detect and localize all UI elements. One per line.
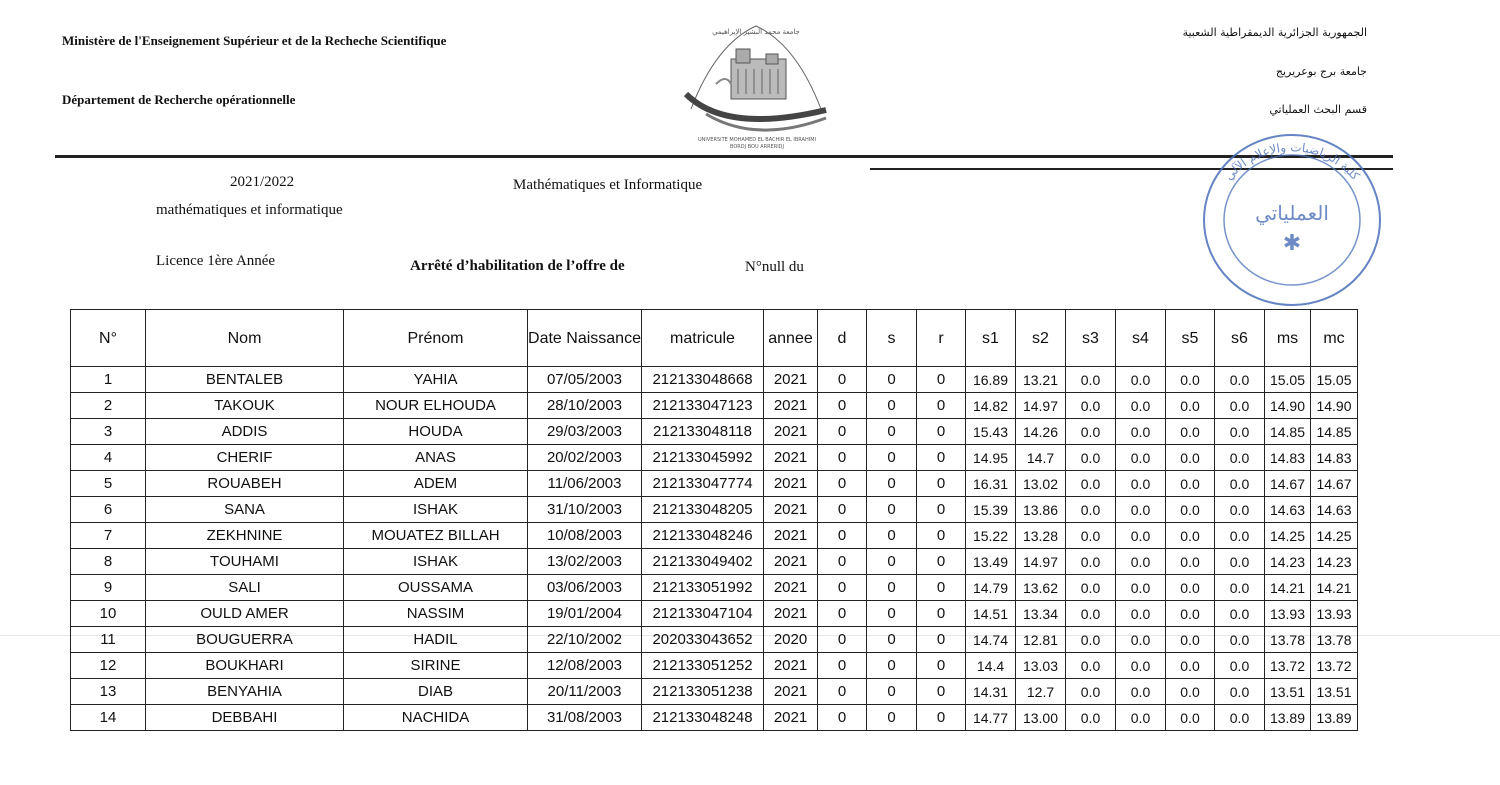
column-header: s4	[1116, 310, 1166, 367]
table-cell: 1	[71, 367, 146, 393]
table-cell: 0	[818, 367, 867, 393]
table-cell: 13/02/2003	[528, 549, 642, 575]
table-cell: 14.51	[966, 601, 1016, 627]
table-cell: 0	[917, 653, 966, 679]
column-header: s3	[1066, 310, 1116, 367]
table-cell: 0.0	[1066, 367, 1116, 393]
table-cell: 12	[71, 653, 146, 679]
table-cell: 0.0	[1166, 445, 1215, 471]
table-cell: 14.23	[1311, 549, 1358, 575]
table-cell: 0	[867, 549, 917, 575]
table-cell: 0.0	[1116, 419, 1166, 445]
table-cell: 0.0	[1166, 393, 1215, 419]
table-cell: 13.34	[1016, 601, 1066, 627]
table-cell: 14.83	[1265, 445, 1311, 471]
table-cell: 2021	[764, 393, 818, 419]
table-cell: 14.77	[966, 705, 1016, 731]
column-header: Date Naissance	[528, 310, 642, 367]
table-cell: 0.0	[1166, 523, 1215, 549]
table-cell: OUSSAMA	[344, 575, 528, 601]
table-cell: 0.0	[1116, 601, 1166, 627]
table-cell: 202033043652	[642, 627, 764, 653]
table-cell: 15.43	[966, 419, 1016, 445]
table-cell: 14	[71, 705, 146, 731]
table-cell: 0.0	[1116, 575, 1166, 601]
table-cell: 0	[818, 679, 867, 705]
table-cell: 2021	[764, 679, 818, 705]
table-cell: 6	[71, 497, 146, 523]
table-cell: SANA	[146, 497, 344, 523]
column-header: s	[867, 310, 917, 367]
table-cell: 0.0	[1166, 367, 1215, 393]
table-cell: 14.21	[1311, 575, 1358, 601]
table-cell: 0.0	[1166, 419, 1215, 445]
decree-label: Arrêté d’habilitation de l’offre de	[410, 258, 625, 274]
table-cell: 0.0	[1066, 523, 1116, 549]
table-cell: 13.72	[1311, 653, 1358, 679]
table-cell: 0	[867, 627, 917, 653]
table-cell: 0	[818, 445, 867, 471]
table-cell: 14.74	[966, 627, 1016, 653]
table-cell: 0	[818, 705, 867, 731]
table-cell: 2021	[764, 549, 818, 575]
table-cell: 0.0	[1215, 653, 1265, 679]
table-cell: 13	[71, 679, 146, 705]
table-cell: 0.0	[1215, 627, 1265, 653]
table-cell: DIAB	[344, 679, 528, 705]
table-cell: 0.0	[1116, 497, 1166, 523]
table-cell: 22/10/2002	[528, 627, 642, 653]
table-cell: 13.93	[1311, 601, 1358, 627]
table-cell: 28/10/2003	[528, 393, 642, 419]
table-cell: 0	[867, 471, 917, 497]
table-cell: 0	[867, 497, 917, 523]
table-cell: ZEKHNINE	[146, 523, 344, 549]
table-cell: OULD AMER	[146, 601, 344, 627]
column-header: N°	[71, 310, 146, 367]
table-cell: ANAS	[344, 445, 528, 471]
table-cell: 212133045992	[642, 445, 764, 471]
table-cell: 13.02	[1016, 471, 1066, 497]
table-cell: 0	[867, 523, 917, 549]
table-cell: 13.28	[1016, 523, 1066, 549]
table-cell: 0	[867, 419, 917, 445]
table-row	[71, 497, 1358, 523]
table-cell: 15.39	[966, 497, 1016, 523]
table-cell: NACHIDA	[344, 705, 528, 731]
table-row	[71, 445, 1358, 471]
table-cell: 15.05	[1265, 367, 1311, 393]
table-cell: 14.63	[1311, 497, 1358, 523]
table-cell: 0.0	[1066, 601, 1116, 627]
table-cell: 19/01/2004	[528, 601, 642, 627]
table-cell: 0.0	[1215, 575, 1265, 601]
table-cell: 14.83	[1311, 445, 1358, 471]
table-cell: 2021	[764, 367, 818, 393]
table-cell: 20/02/2003	[528, 445, 642, 471]
table-row	[71, 367, 1358, 393]
table-cell: 14.97	[1016, 393, 1066, 419]
column-header: mc	[1311, 310, 1358, 367]
table-cell: 0	[917, 705, 966, 731]
table-cell: ADEM	[344, 471, 528, 497]
table-cell: 16.89	[966, 367, 1016, 393]
table-cell: 0.0	[1166, 705, 1215, 731]
table-cell: BENYAHIA	[146, 679, 344, 705]
table-cell: 212133048205	[642, 497, 764, 523]
table-cell: 0.0	[1215, 367, 1265, 393]
table-cell: SALI	[146, 575, 344, 601]
table-cell: 2020	[764, 627, 818, 653]
table-cell: 13.78	[1265, 627, 1311, 653]
table-cell: 0.0	[1166, 575, 1215, 601]
table-row	[71, 679, 1358, 705]
faculty-stamp-icon	[1192, 120, 1392, 320]
table-cell: 14.85	[1311, 419, 1358, 445]
table-cell: 0.0	[1166, 497, 1215, 523]
table-row	[71, 549, 1358, 575]
table-row	[71, 419, 1358, 445]
table-cell: ADDIS	[146, 419, 344, 445]
table-cell: 0	[917, 497, 966, 523]
table-cell: 0.0	[1215, 445, 1265, 471]
table-cell: 0.0	[1166, 627, 1215, 653]
table-cell: 212133048118	[642, 419, 764, 445]
table-cell: 0.0	[1066, 497, 1116, 523]
table-cell: 0.0	[1066, 653, 1116, 679]
table-cell: ROUABEH	[146, 471, 344, 497]
table-row	[71, 627, 1358, 653]
table-cell: 03/06/2003	[528, 575, 642, 601]
table-row	[71, 575, 1358, 601]
table-cell: 7	[71, 523, 146, 549]
table-cell: 2021	[764, 471, 818, 497]
table-cell: 0	[917, 679, 966, 705]
table-cell: 0	[818, 627, 867, 653]
table-cell: 0	[917, 575, 966, 601]
table-cell: 13.89	[1311, 705, 1358, 731]
table-cell: 2021	[764, 601, 818, 627]
table-cell: 0	[867, 679, 917, 705]
table-cell: 0.0	[1166, 471, 1215, 497]
table-cell: 212133048668	[642, 367, 764, 393]
table-cell: 212133048248	[642, 705, 764, 731]
table-cell: 14.67	[1265, 471, 1311, 497]
table-cell: 0	[818, 523, 867, 549]
table-cell: 13.93	[1265, 601, 1311, 627]
table-cell: 0.0	[1215, 419, 1265, 445]
table-cell: 0.0	[1116, 393, 1166, 419]
svg-text:✱: ✱	[1282, 230, 1302, 255]
column-header: Prénom	[344, 310, 528, 367]
table-cell: 2021	[764, 419, 818, 445]
table-cell: 14.31	[966, 679, 1016, 705]
column-header: s6	[1215, 310, 1265, 367]
table-cell: 13.51	[1311, 679, 1358, 705]
table-row	[71, 705, 1358, 731]
table-cell: 2021	[764, 575, 818, 601]
table-cell: 0	[917, 419, 966, 445]
table-cell: 31/10/2003	[528, 497, 642, 523]
column-header: s5	[1166, 310, 1215, 367]
table-cell: 0.0	[1116, 523, 1166, 549]
table-cell: 0.0	[1166, 601, 1215, 627]
table-cell: 14.26	[1016, 419, 1066, 445]
column-header: annee	[764, 310, 818, 367]
university-logo-icon	[676, 14, 836, 154]
table-cell: 0	[818, 653, 867, 679]
department-title: Département de Recherche opérationnelle	[62, 92, 296, 107]
table-cell: 14.63	[1265, 497, 1311, 523]
table-cell: 0	[917, 627, 966, 653]
column-header: ms	[1265, 310, 1311, 367]
table-cell: NOUR ELHOUDA	[344, 393, 528, 419]
table-cell: 29/03/2003	[528, 419, 642, 445]
table-cell: 0.0	[1066, 679, 1116, 705]
table-cell: 0	[867, 705, 917, 731]
table-cell: 0.0	[1215, 705, 1265, 731]
table-cell: 212133048246	[642, 523, 764, 549]
table-cell: 0.0	[1215, 471, 1265, 497]
table-cell: 14.25	[1311, 523, 1358, 549]
table-cell: 0	[867, 445, 917, 471]
table-cell: 0.0	[1066, 393, 1116, 419]
table-cell: 0.0	[1215, 549, 1265, 575]
table-cell: 14.23	[1265, 549, 1311, 575]
table-cell: 0.0	[1066, 627, 1116, 653]
table-cell: 0.0	[1066, 705, 1116, 731]
table-cell: 2	[71, 393, 146, 419]
table-cell: 0.0	[1066, 419, 1116, 445]
table-cell: 8	[71, 549, 146, 575]
table-cell: 14.82	[966, 393, 1016, 419]
table-cell: 0	[818, 393, 867, 419]
filiere-label: mathématiques et informatique	[156, 202, 343, 218]
table-cell: 5	[71, 471, 146, 497]
table-cell: 0	[867, 653, 917, 679]
table-cell: 2021	[764, 523, 818, 549]
table-cell: TAKOUK	[146, 393, 344, 419]
table-cell: 0	[917, 367, 966, 393]
column-header: matricule	[642, 310, 764, 367]
table-cell: 212133051238	[642, 679, 764, 705]
table-cell: 0	[818, 471, 867, 497]
table-cell: 0.0	[1166, 549, 1215, 575]
table-cell: 0.0	[1116, 445, 1166, 471]
table-cell: SIRINE	[344, 653, 528, 679]
table-cell: 13.51	[1265, 679, 1311, 705]
table-cell: 10	[71, 601, 146, 627]
table-cell: 0.0	[1116, 627, 1166, 653]
table-cell: 31/08/2003	[528, 705, 642, 731]
grades-table	[70, 309, 1358, 731]
stamp-ring-text: كلية الرياضيات والإعلام الآلي	[1221, 140, 1363, 183]
table-cell: 0.0	[1066, 549, 1116, 575]
table-row	[71, 471, 1358, 497]
table-cell: BENTALEB	[146, 367, 344, 393]
table-cell: 14.79	[966, 575, 1016, 601]
table-cell: 14.90	[1311, 393, 1358, 419]
table-cell: 212133047104	[642, 601, 764, 627]
table-cell: 12.81	[1016, 627, 1066, 653]
table-cell: 0.0	[1215, 497, 1265, 523]
table-cell: 0	[867, 367, 917, 393]
logo-caption-line2: BORDJ BOU ARRERIDJ	[730, 144, 784, 150]
academic-year: 2021/2022	[230, 174, 295, 190]
table-cell: 12.7	[1016, 679, 1066, 705]
column-header: d	[818, 310, 867, 367]
table-cell: 13.89	[1265, 705, 1311, 731]
table-cell: 13.00	[1016, 705, 1066, 731]
table-cell: 0	[818, 601, 867, 627]
table-cell: 3	[71, 419, 146, 445]
table-cell: 13.21	[1016, 367, 1066, 393]
table-cell: 14.85	[1265, 419, 1311, 445]
table-cell: ISHAK	[344, 549, 528, 575]
table-cell: 0	[917, 393, 966, 419]
decree-number: N°null du	[745, 259, 804, 275]
table-cell: 0	[917, 445, 966, 471]
arabic-republic-title: الجمهورية الجزائرية الديمقراطية الشعبية	[1182, 26, 1367, 39]
table-cell: 0.0	[1116, 549, 1166, 575]
table-row	[71, 601, 1358, 627]
logo-arabic-text: جامعة محمد البشير الإبراهيمي	[712, 28, 800, 36]
table-cell: 14.25	[1265, 523, 1311, 549]
column-header: s2	[1016, 310, 1066, 367]
table-cell: DEBBAHI	[146, 705, 344, 731]
table-cell: 0.0	[1066, 471, 1116, 497]
table-cell: 13.78	[1311, 627, 1358, 653]
table-cell: 0.0	[1166, 653, 1215, 679]
svg-text:كلية الرياضيات والإعلام الآلي	[1222, 140, 1363, 183]
ministry-title: Ministère de l'Enseignement Supérieur et de la Recheche Scientifique	[62, 33, 447, 48]
table-cell: 14.97	[1016, 549, 1066, 575]
table-cell: 0.0	[1066, 575, 1116, 601]
table-cell: 20/11/2003	[528, 679, 642, 705]
table-row	[71, 523, 1358, 549]
table-cell: 15.22	[966, 523, 1016, 549]
table-cell: 2021	[764, 653, 818, 679]
table-cell: 212133049402	[642, 549, 764, 575]
table-header-row	[71, 310, 1358, 367]
table-cell: 14.21	[1265, 575, 1311, 601]
table-cell: 0.0	[1116, 679, 1166, 705]
table-cell: 0.0	[1166, 679, 1215, 705]
table-cell: 0.0	[1116, 653, 1166, 679]
table-cell: 0	[818, 497, 867, 523]
table-cell: 0	[917, 601, 966, 627]
table-cell: 10/08/2003	[528, 523, 642, 549]
table-cell: 212133047123	[642, 393, 764, 419]
table-cell: 0.0	[1215, 523, 1265, 549]
table-cell: 14.4	[966, 653, 1016, 679]
table-cell: 11/06/2003	[528, 471, 642, 497]
table-cell: 11	[71, 627, 146, 653]
level-label: Licence 1ère Année	[156, 253, 276, 269]
table-cell: 0.0	[1116, 705, 1166, 731]
table-cell: 13.72	[1265, 653, 1311, 679]
table-cell: 0.0	[1066, 445, 1116, 471]
table-cell: CHERIF	[146, 445, 344, 471]
table-cell: 0	[867, 601, 917, 627]
table-cell: 13.49	[966, 549, 1016, 575]
table-cell: HOUDA	[344, 419, 528, 445]
table-cell: 0	[917, 471, 966, 497]
table-cell: MOUATEZ BILLAH	[344, 523, 528, 549]
table-cell: 0	[818, 419, 867, 445]
table-cell: 212133051992	[642, 575, 764, 601]
table-cell: 9	[71, 575, 146, 601]
table-cell: 2021	[764, 705, 818, 731]
table-cell: 0	[818, 549, 867, 575]
table-cell: 0.0	[1116, 471, 1166, 497]
table-cell: 0	[867, 393, 917, 419]
table-cell: 0	[917, 549, 966, 575]
table-cell: BOUKHARI	[146, 653, 344, 679]
stamp-center-text: العملياتي	[1255, 201, 1329, 225]
table-cell: 12/08/2003	[528, 653, 642, 679]
table-cell: 14.7	[1016, 445, 1066, 471]
table-cell: ISHAK	[344, 497, 528, 523]
table-cell: HADIL	[344, 627, 528, 653]
table-cell: 13.86	[1016, 497, 1066, 523]
table-cell: TOUHAMI	[146, 549, 344, 575]
logo-caption-line1: UNIVERSITE MOHAMED EL BACHIR EL IBRAHIMI	[698, 137, 816, 143]
table-cell: 0	[917, 523, 966, 549]
table-body	[71, 367, 1358, 731]
table-cell: 0.0	[1215, 393, 1265, 419]
table-cell: 0	[867, 575, 917, 601]
domain-label: Mathématiques et Informatique	[513, 177, 703, 193]
column-header: s1	[966, 310, 1016, 367]
table-cell: NASSIM	[344, 601, 528, 627]
table-cell: 0	[818, 575, 867, 601]
table-cell: YAHIA	[344, 367, 528, 393]
table-cell: 2021	[764, 445, 818, 471]
table-cell: 14.90	[1265, 393, 1311, 419]
table-cell: 0.0	[1116, 367, 1166, 393]
table-cell: BOUGUERRA	[146, 627, 344, 653]
table-row	[71, 653, 1358, 679]
table-cell: 13.03	[1016, 653, 1066, 679]
arabic-department-title: قسم البحث العملياتي	[1269, 103, 1367, 116]
table-cell: 16.31	[966, 471, 1016, 497]
table-cell: 0.0	[1215, 601, 1265, 627]
table-cell: 14.67	[1311, 471, 1358, 497]
table-cell: 0.0	[1215, 679, 1265, 705]
arabic-university-title: جامعة برج بوعريريج	[1275, 65, 1367, 78]
table-cell: 07/05/2003	[528, 367, 642, 393]
table-cell: 2021	[764, 497, 818, 523]
column-header: r	[917, 310, 966, 367]
table-cell: 13.62	[1016, 575, 1066, 601]
table-cell: 15.05	[1311, 367, 1358, 393]
column-header: Nom	[146, 310, 344, 367]
table-cell: 212133051252	[642, 653, 764, 679]
table-cell: 14.95	[966, 445, 1016, 471]
table-row	[71, 393, 1358, 419]
table-cell: 4	[71, 445, 146, 471]
table-cell: 212133047774	[642, 471, 764, 497]
